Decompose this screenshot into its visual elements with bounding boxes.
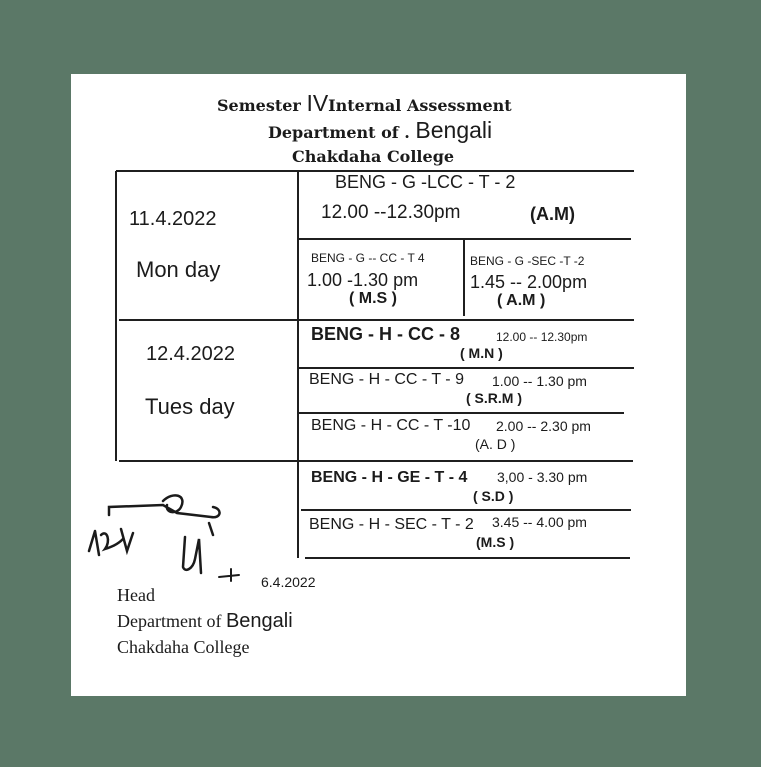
dept-name: Bengali <box>415 117 493 143</box>
day1-exam-c-invigilator: ( A.M ) <box>497 292 546 309</box>
day2-weekday: Tues day <box>145 394 235 419</box>
table-left-border <box>115 171 117 461</box>
handwritten-signature <box>81 489 251 589</box>
row-line-exam1 <box>298 367 634 369</box>
day2-date: 12.4.2022 <box>146 343 235 365</box>
day2-exam-5-invigilator: (M.S ) <box>476 534 515 550</box>
notice-sheet <box>71 74 686 696</box>
day2-exam-3-time: 2.00 -- 2.30 pm <box>496 418 591 434</box>
day2-exam-2-invigilator: ( S.R.M ) <box>466 390 522 406</box>
footer-dept-name: Bengali <box>225 610 293 632</box>
footer-head: Head <box>117 585 155 605</box>
college-name: Chakdaha College <box>292 147 455 166</box>
day1-exam-a-time: 12.00 --12.30pm <box>321 202 461 223</box>
day2-exam-1-time: 12.00 -- 12.30pm <box>496 330 588 344</box>
table-bottom-border <box>305 557 630 559</box>
header-line-2 <box>268 117 492 144</box>
day1-exam-a-code: BENG - G -LCC - T - 2 <box>335 172 516 192</box>
day2-exam-3-code: BENG - H - CC - T -10 <box>311 417 471 434</box>
day2-exam-2-code: BENG - H - CC - T - 9 <box>309 371 464 388</box>
assessment-title: Internal Assessment <box>328 96 512 115</box>
day2-exam-5-time: 3.45 -- 4.00 pm <box>492 514 587 530</box>
semester-prefix: Semester <box>217 96 301 115</box>
day2-exam-2-time: 1.00 -- 1.30 pm <box>492 373 587 389</box>
day1-weekday: Mon day <box>136 257 221 282</box>
day1-exam-b-code: BENG - G -- CC - T 4 <box>311 251 425 265</box>
day2-exam-5-code: BENG - H - SEC - T - 2 <box>309 516 474 533</box>
day2-exam-1-code: BENG - H - CC - 8 <box>311 324 461 344</box>
row-line-exam2 <box>298 412 624 414</box>
header-line-1 <box>217 90 512 117</box>
cell-divider-day1 <box>463 240 465 316</box>
day1-exam-b-time: 1.00 -1.30 pm <box>307 270 419 290</box>
column-divider <box>297 171 299 558</box>
day1-date: 11.4.2022 <box>129 208 217 230</box>
row-line-exam3 <box>119 460 633 462</box>
day-separator-line <box>119 319 634 321</box>
day1-exam-c-code: BENG - G -SEC -T -2 <box>470 254 585 268</box>
row-line-exam4 <box>301 509 631 511</box>
day1-exam-b-invigilator: ( M.S ) <box>349 290 397 307</box>
signature-date: 6.4.2022 <box>261 574 316 590</box>
dept-prefix: Department of . <box>268 123 410 142</box>
day1-exam-c-time: 1.45 -- 2.00pm <box>470 272 588 292</box>
footer-department <box>117 610 293 633</box>
day2-exam-1-invigilator: ( M.N ) <box>460 345 503 361</box>
footer-college: Chakdaha College <box>117 637 250 657</box>
day2-exam-4-time: 3,00 - 3.30 pm <box>497 469 588 485</box>
semester-roman: IV <box>306 90 329 116</box>
footer-dept-prefix: Department of <box>117 611 222 631</box>
day2-exam-4-invigilator: ( S.D ) <box>473 488 514 504</box>
day1-exam-a-invigilator: (A.M) <box>530 204 575 224</box>
day2-exam-3-invigilator: (A. D ) <box>475 436 516 452</box>
day2-exam-4-code: BENG - H - GE - T - 4 <box>311 469 468 486</box>
